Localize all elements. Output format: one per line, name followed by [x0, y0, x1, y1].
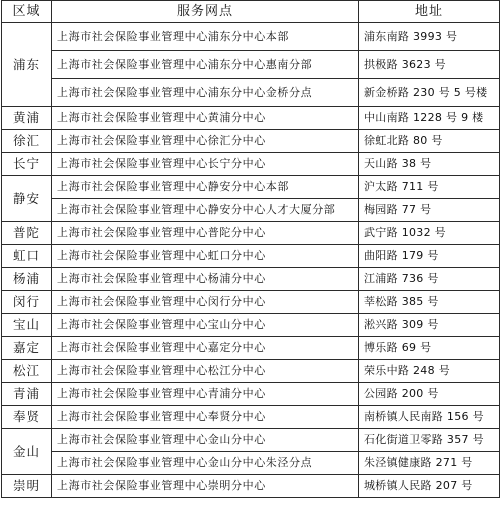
address-cell: 武宁路 1032 号	[359, 222, 500, 245]
region-cell: 黄浦	[2, 107, 52, 130]
site-cell: 上海市社会保险事业管理中心浦东分中心金桥分点	[52, 79, 359, 107]
table-body	[2, 23, 500, 498]
site-cell: 上海市社会保险事业管理中心黄浦分中心	[52, 107, 359, 130]
table-row	[2, 268, 500, 291]
table-row	[2, 314, 500, 337]
region-cell: 杨浦	[2, 268, 52, 291]
address-cell: 拱极路 3623 号	[359, 51, 500, 79]
site-cell: 上海市社会保险事业管理中心奉贤分中心	[52, 406, 359, 429]
address-cell: 中山南路 1228 号 9 楼	[359, 107, 500, 130]
address-cell: 荣乐中路 248 号	[359, 360, 500, 383]
region-cell: 松江	[2, 360, 52, 383]
address-cell: 新金桥路 230 号 5 号楼	[359, 79, 500, 107]
site-cell: 上海市社会保险事业管理中心长宁分中心	[52, 153, 359, 176]
table-row	[2, 153, 500, 176]
region-cell: 奉贤	[2, 406, 52, 429]
table-row	[2, 130, 500, 153]
region-cell: 虹口	[2, 245, 52, 268]
region-cell: 徐汇	[2, 130, 52, 153]
table-row	[2, 79, 500, 107]
site-cell: 上海市社会保险事业管理中心嘉定分中心	[52, 337, 359, 360]
header-site: 服务网点	[52, 1, 359, 23]
region-cell: 长宁	[2, 153, 52, 176]
address-cell: 公园路 200 号	[359, 383, 500, 406]
region-cell: 浦东	[2, 23, 52, 107]
table-header-row	[2, 1, 500, 23]
table-row	[2, 291, 500, 314]
region-cell: 崇明	[2, 475, 52, 498]
site-cell: 上海市社会保险事业管理中心闵行分中心	[52, 291, 359, 314]
site-cell: 上海市社会保险事业管理中心徐汇分中心	[52, 130, 359, 153]
address-cell: 天山路 38 号	[359, 153, 500, 176]
address-cell: 城桥镇人民路 207 号	[359, 475, 500, 498]
site-cell: 上海市社会保险事业管理中心杨浦分中心	[52, 268, 359, 291]
address-cell: 沪太路 711 号	[359, 176, 500, 199]
region-cell: 宝山	[2, 314, 52, 337]
table-row	[2, 51, 500, 79]
site-cell: 上海市社会保险事业管理中心虹口分中心	[52, 245, 359, 268]
site-cell: 上海市社会保险事业管理中心普陀分中心	[52, 222, 359, 245]
address-cell: 梅园路 77 号	[359, 199, 500, 222]
header-address: 地址	[359, 1, 500, 23]
table-row	[2, 429, 500, 452]
region-cell: 嘉定	[2, 337, 52, 360]
table-row	[2, 245, 500, 268]
table-row	[2, 222, 500, 245]
address-cell: 朱泾镇健康路 271 号	[359, 452, 500, 475]
region-cell: 金山	[2, 429, 52, 475]
site-cell: 上海市社会保险事业管理中心松江分中心	[52, 360, 359, 383]
address-cell: 浦东南路 3993 号	[359, 23, 500, 51]
address-cell: 淞兴路 309 号	[359, 314, 500, 337]
table-row	[2, 23, 500, 51]
table-row	[2, 199, 500, 222]
address-cell: 徐虹北路 80 号	[359, 130, 500, 153]
site-cell: 上海市社会保险事业管理中心宝山分中心	[52, 314, 359, 337]
region-cell: 静安	[2, 176, 52, 222]
table-row	[2, 107, 500, 130]
address-cell: 莘松路 385 号	[359, 291, 500, 314]
site-cell: 上海市社会保险事业管理中心浦东分中心惠南分部	[52, 51, 359, 79]
site-cell: 上海市社会保险事业管理中心静安分中心本部	[52, 176, 359, 199]
region-cell: 闵行	[2, 291, 52, 314]
site-cell: 上海市社会保险事业管理中心浦东分中心本部	[52, 23, 359, 51]
table-row	[2, 176, 500, 199]
site-cell: 上海市社会保险事业管理中心金山分中心朱泾分点	[52, 452, 359, 475]
site-cell: 上海市社会保险事业管理中心崇明分中心	[52, 475, 359, 498]
table-row	[2, 406, 500, 429]
address-cell: 南桥镇人民南路 156 号	[359, 406, 500, 429]
service-site-table	[1, 0, 500, 498]
address-cell: 石化街道卫零路 357 号	[359, 429, 500, 452]
table-row	[2, 360, 500, 383]
site-cell: 上海市社会保险事业管理中心青浦分中心	[52, 383, 359, 406]
table-row	[2, 475, 500, 498]
table-row	[2, 337, 500, 360]
table-row	[2, 452, 500, 475]
site-cell: 上海市社会保险事业管理中心静安分中心人才大厦分部	[52, 199, 359, 222]
table-row	[2, 383, 500, 406]
site-cell: 上海市社会保险事业管理中心金山分中心	[52, 429, 359, 452]
address-cell: 江浦路 736 号	[359, 268, 500, 291]
address-cell: 博乐路 69 号	[359, 337, 500, 360]
address-cell: 曲阳路 179 号	[359, 245, 500, 268]
region-cell: 青浦	[2, 383, 52, 406]
header-region: 区域	[2, 1, 52, 23]
region-cell: 普陀	[2, 222, 52, 245]
